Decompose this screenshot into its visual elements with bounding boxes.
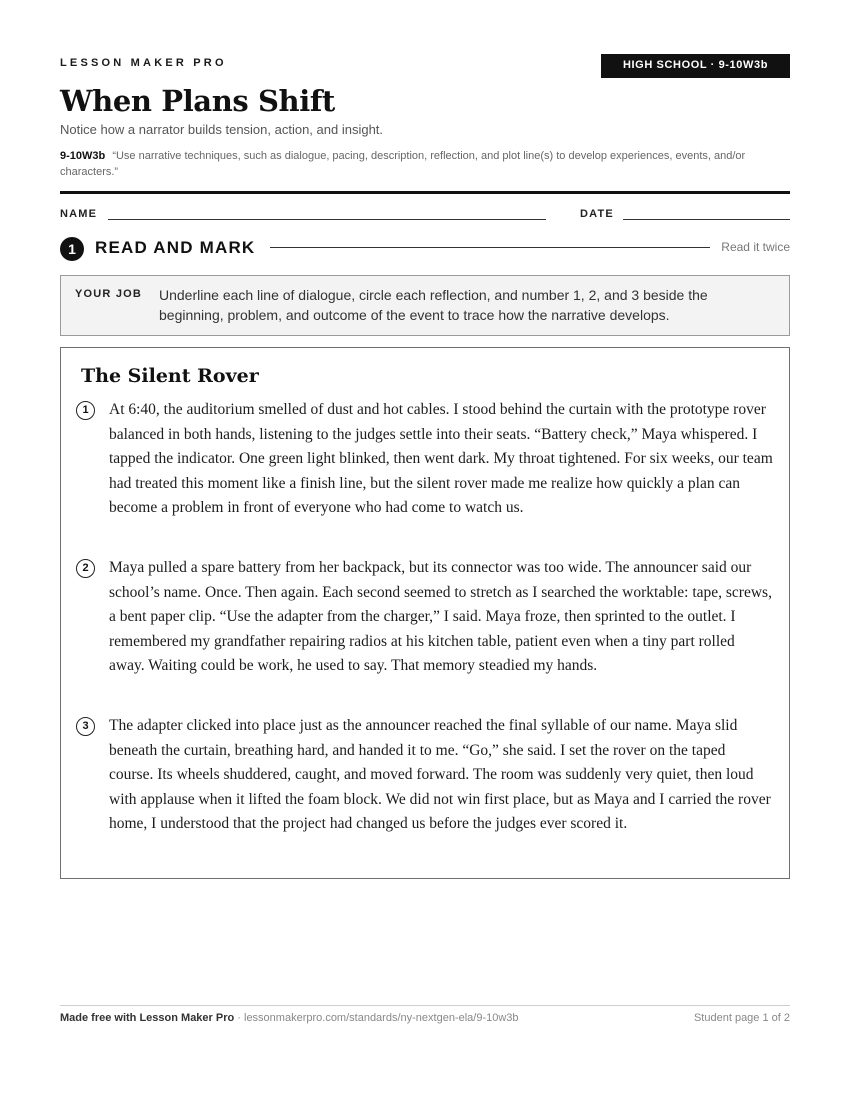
grade-standard-badge: HIGH SCHOOL · 9-10W3b <box>601 54 790 78</box>
footer-separator: · <box>234 1012 244 1024</box>
standard-description <box>60 148 790 180</box>
section-note: Read it twice <box>721 240 790 254</box>
paragraph-text: At 6:40, the auditorium smelled of dust and hot cables. I stood behind the curtain with the prototype rover balanced in both hands, listening to the judges settle into their seats. “Battery check,” Maya whispered. I tapped the indicator. One green light blinked, then went dark. My throat tightened. For six weeks, our team had treated this moment like a finish line, but the silent rover made me realize how quickly a plan can become a problem in front of everyone who had come to watch us. <box>109 401 773 516</box>
footer-url[interactable]: lessonmakerpro.com/standards/ny-nextgen-ela/9-10w3b <box>244 1012 519 1024</box>
footer-credit <box>60 1012 519 1024</box>
date-label: DATE <box>580 208 614 220</box>
brand-name: LESSON MAKER PRO <box>60 57 227 69</box>
task-label: YOUR JOB <box>75 288 143 300</box>
name-label: NAME <box>60 208 98 220</box>
standard-text: “Use narrative techniques, such as dialogue, pacing, description, reflection, and plot line(s) to develop experiences, events, and/or characters.” <box>60 150 746 178</box>
paragraph-text: Maya pulled a spare battery from her backpack, but its connector was too wide. The announcer said our school’s name. Once. Then again. Each second seemed to stretch as I searched the worktable: tape, screws, a bent paper clip. “Use the adapter from the charger,” I said. Maya froze, then sprinted to the outlet. I remembered my grandfather repairing radios at his kitchen table, patient even when a tiny part rolled away. Waiting could be work, he used to say. That memory steadied my hands. <box>109 559 772 674</box>
section-divider <box>270 247 710 248</box>
page-subtitle: Notice how a narrator builds tension, action, and insight. <box>60 122 384 137</box>
name-line[interactable] <box>108 219 546 220</box>
footer-divider <box>60 1005 790 1006</box>
task-instructions-box <box>60 275 790 336</box>
task-text: Underline each line of dialogue, circle each reflection, and number 1, 2, and 3 beside the beginning, problem, and outcome of the event to trace how the narrative develops. <box>159 287 708 323</box>
paragraph-number: 2 <box>76 559 95 578</box>
header-divider <box>60 191 790 194</box>
paragraph-number: 1 <box>76 401 95 420</box>
page-title: When Plans Shift <box>60 84 335 118</box>
section-title: READ AND MARK <box>95 238 256 257</box>
paragraph-number: 3 <box>76 717 95 736</box>
page-indicator: Student page 1 of 2 <box>693 1012 790 1024</box>
section-number-badge: 1 <box>60 237 84 261</box>
footer-made-by: Made free with Lesson Maker Pro <box>60 1012 235 1024</box>
paragraph-text: The adapter clicked into place just as the announcer reached the final syllable of our name. Maya slid beneath the curtain, breathing hard, and handed it to me. “Go,” she said. I set the rover on the taped course. Its wheels shuddered, caught, and moved forward. The room was suddenly very quiet, then loud with applause when it lifted the foam block. We did not win first place, but as Maya and I carried the rover home, I understood that the project had changed us before the judges ever scored it. <box>109 717 771 832</box>
date-line[interactable] <box>623 219 790 220</box>
reading-passage <box>60 347 790 879</box>
standard-code: 9-10W3b <box>60 150 106 162</box>
passage-title: The Silent Rover <box>81 365 259 387</box>
